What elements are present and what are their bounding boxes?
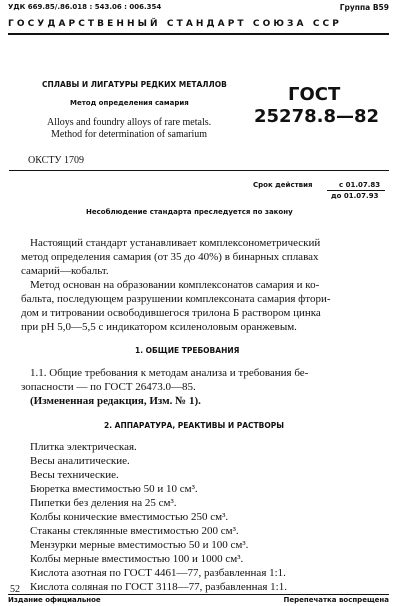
- intro-p1-line-3: самарий—кобальт.: [21, 265, 109, 277]
- udc-code: УДК 669.85/.86.018 : 543.06 : 006.354: [8, 3, 162, 11]
- section-1-amendment: (Измененная редакция, Изм. № 1).: [30, 395, 201, 407]
- section-2-item: Пипетки без деления на 25 см³.: [30, 497, 177, 509]
- section-2-item: Кислота соляная по ГОСТ 3118—77, разбавленная 1:1.: [30, 581, 287, 593]
- footer-copyright: Перепечатка воспрещена: [283, 596, 389, 604]
- intro-p1-line-1: Настоящий стандарт устанавливает комплексонометрический: [30, 237, 321, 249]
- validity-from: с 01.07.83: [339, 181, 381, 189]
- validity-label: Срок действия: [253, 181, 313, 189]
- validity-to: до 01.07.93: [331, 192, 379, 200]
- legal-notice: Несоблюдение стандарта преследуется по закону: [86, 208, 293, 216]
- title-rule: [9, 170, 389, 171]
- section-2-item: Кислота азотная по ГОСТ 4461—77, разбавленная 1:1.: [30, 567, 286, 579]
- intro-p2-line-1: Метод основан на образовании комплексонатов самария и ко-: [30, 279, 320, 291]
- footer-rule: [8, 594, 389, 595]
- group-code: Группа В59: [339, 3, 389, 12]
- gost-label: ГОСТ: [288, 84, 341, 105]
- intro-p2-line-2: бальта, последующем разрушении комплексоната самария фтори-: [21, 293, 331, 305]
- section-2-item: Весы технические.: [30, 469, 119, 481]
- section-2-heading: 2. АППАРАТУРА, РЕАКТИВЫ И РАСТВОРЫ: [104, 421, 285, 430]
- standard-header: ГОСУДАРСТВЕННЫЙ СТАНДАРТ СОЮЗА ССР: [8, 19, 342, 29]
- section-1-line-2: зопасности — по ГОСТ 26473.0—85.: [21, 381, 196, 393]
- section-2-item: Весы аналитические.: [30, 455, 130, 467]
- document-title: СПЛАВЫ И ЛИГАТУРЫ РЕДКИХ МЕТАЛЛОВ: [42, 80, 227, 89]
- title-english-line-1: Alloys and foundry alloys of rare metals.: [47, 117, 212, 128]
- section-1-heading: 1. ОБЩИЕ ТРЕБОВАНИЯ: [135, 346, 240, 355]
- section-2-item: Колбы мерные вместимостью 100 и 1000 см³.: [30, 553, 244, 565]
- gost-number: 25278.8—82: [254, 106, 380, 127]
- title-english-line-2: Method for determination of samarium: [51, 129, 208, 140]
- section-2-item: Мензурки мерные вместимостью 50 и 100 см³.: [30, 539, 249, 551]
- intro-p1-line-2: метод определения самария (от 35 до 40%) в бинарных сплавах: [21, 251, 319, 263]
- validity-underline: [327, 190, 385, 191]
- intro-p2-line-3: дом и титровании освободившегося трилона Б раствором цинка: [21, 307, 321, 319]
- section-2-item: Стаканы стеклянные вместимостью 200 см³.: [30, 525, 239, 537]
- intro-p2-line-4: при рН 5,0—5,5 с индикатором ксиленоловым оранжевым.: [21, 321, 297, 333]
- section-1-line-1: 1.1. Общие требования к методам анализа и требования бе-: [30, 367, 309, 379]
- method-subtitle: Метод определения самария: [70, 99, 189, 107]
- footer-edition: Издание официальное: [8, 596, 101, 604]
- section-2-item: Плитка электрическая.: [30, 441, 137, 453]
- okstu-code: ОКСТУ 1709: [28, 155, 85, 166]
- page-number: 52: [10, 584, 20, 595]
- header-rule: [8, 33, 389, 35]
- section-2-item: Бюретка вместимостью 50 и 10 см³.: [30, 483, 198, 495]
- section-2-item: Колбы конические вместимостью 250 см³.: [30, 511, 229, 523]
